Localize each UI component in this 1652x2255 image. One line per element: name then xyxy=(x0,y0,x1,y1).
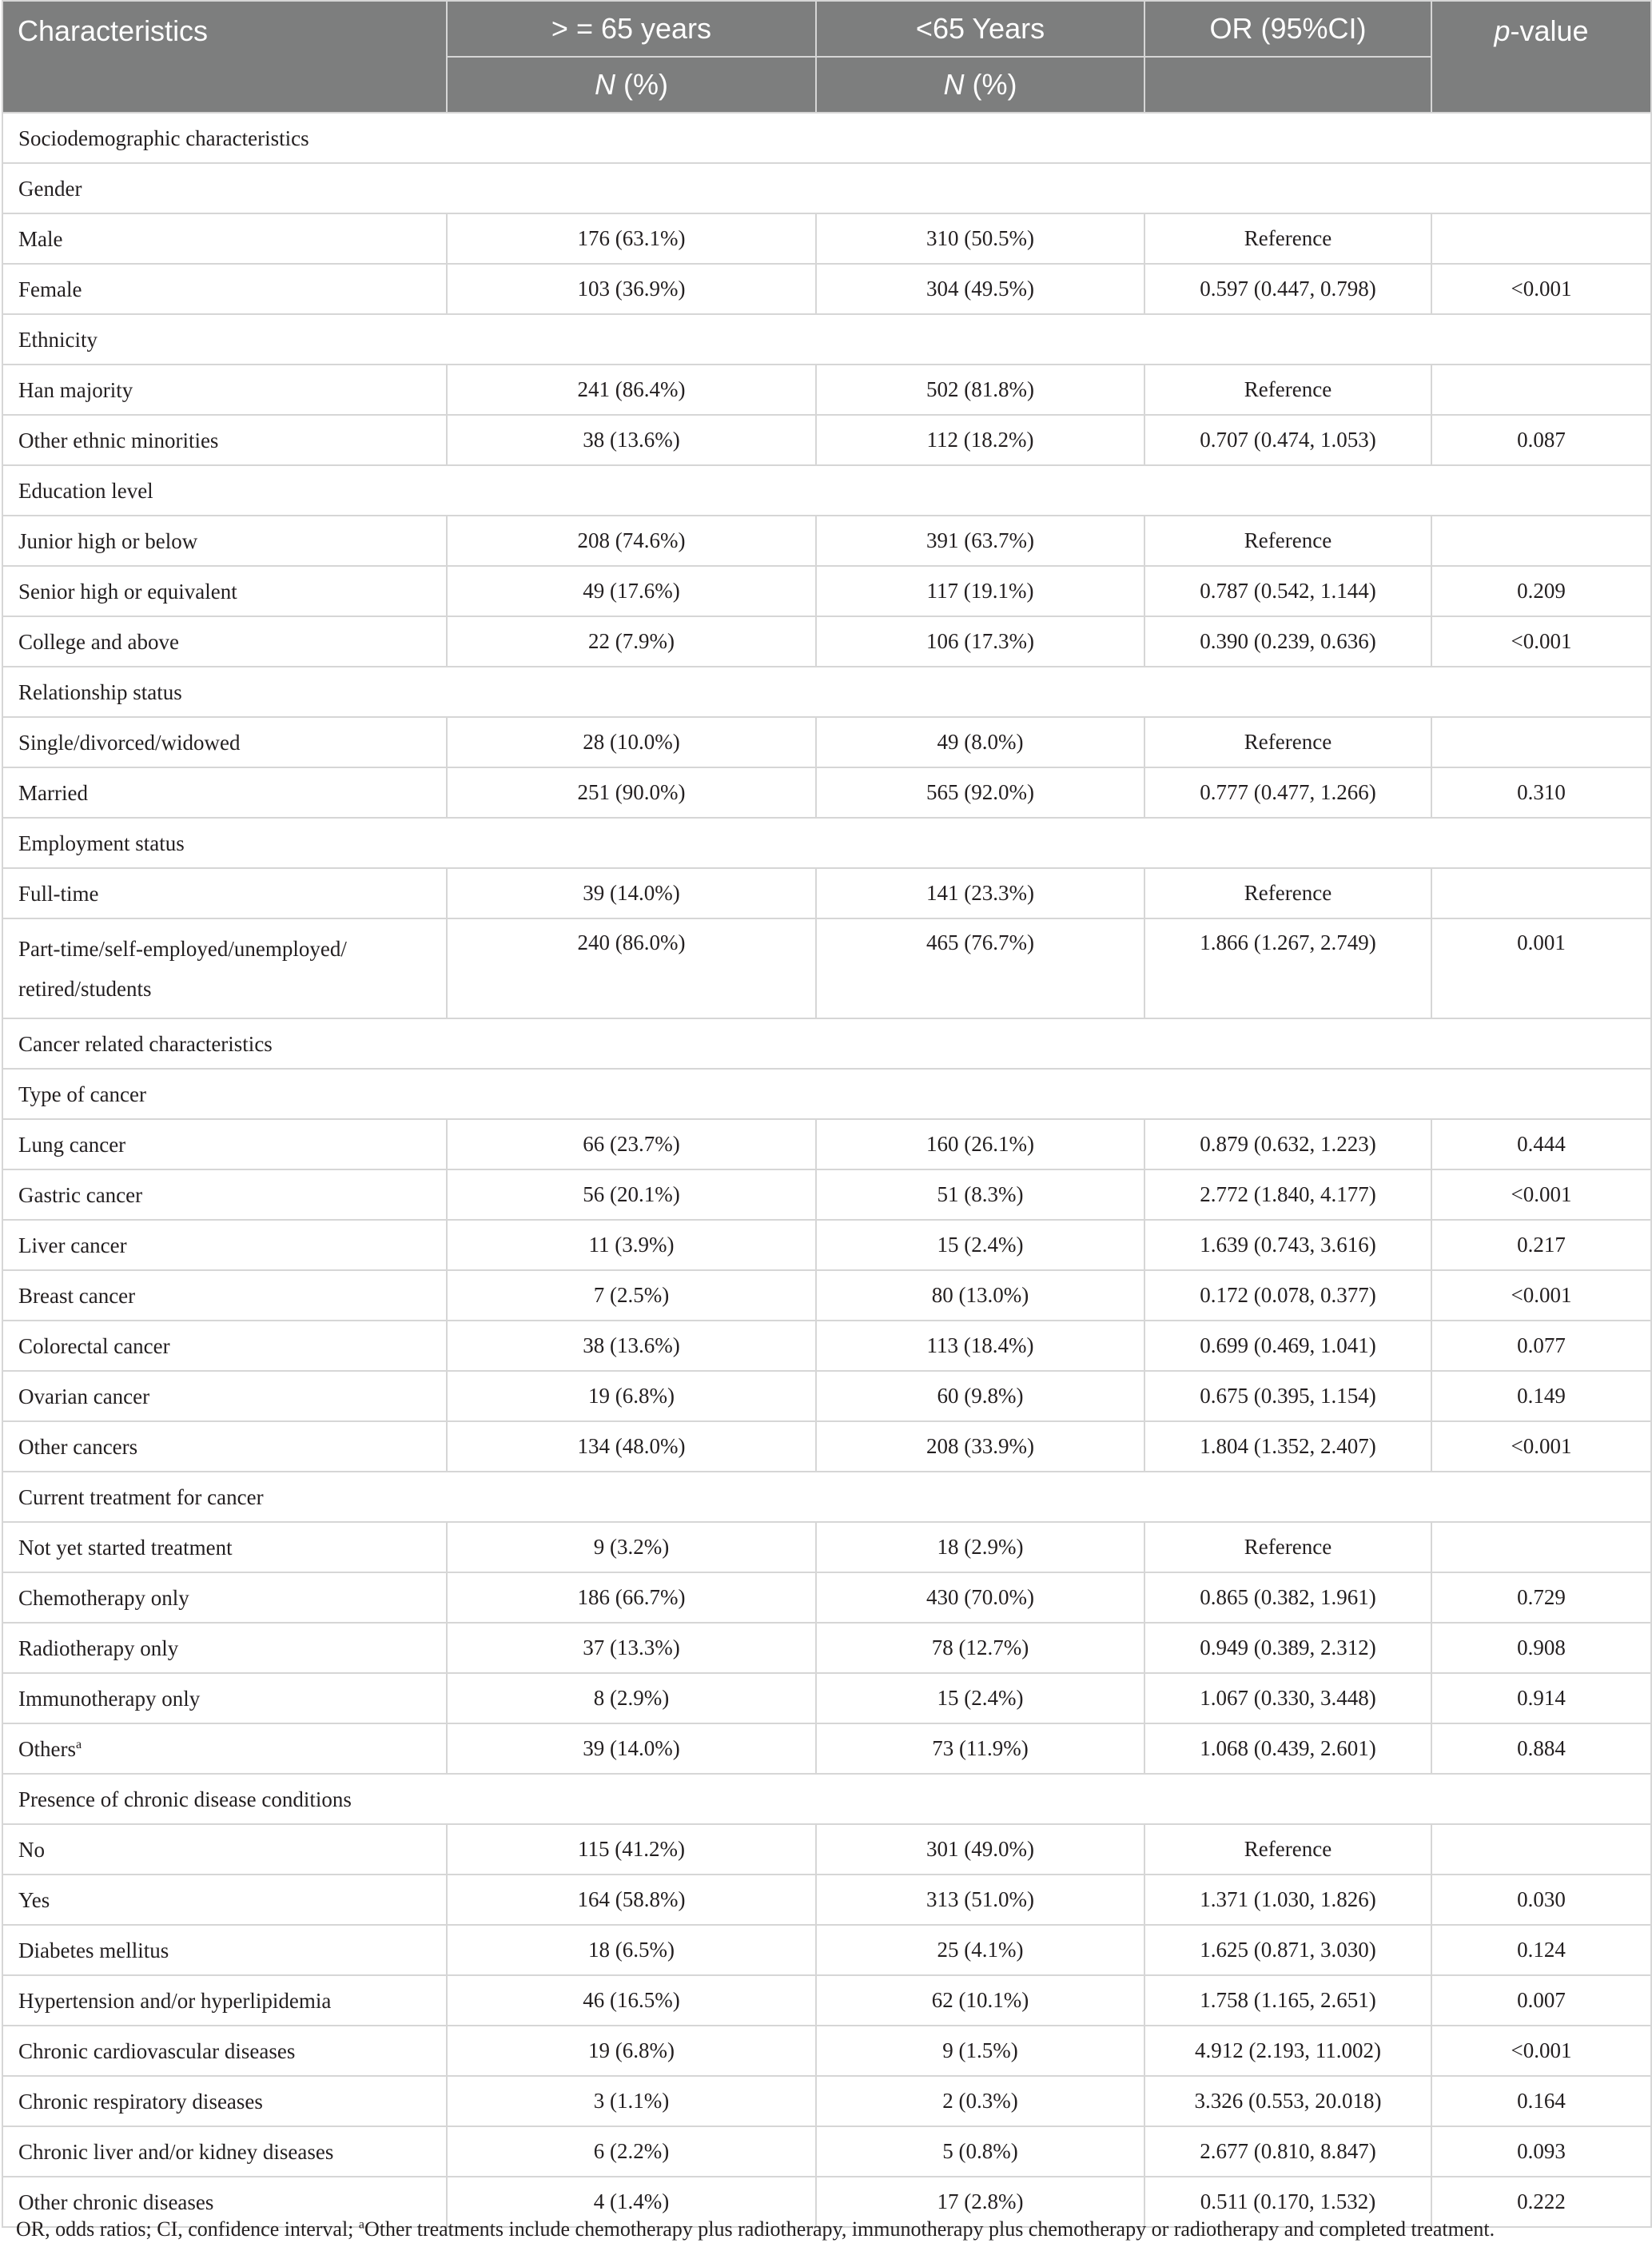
row-label xyxy=(2,868,447,918)
row-label-text: Lung cancer xyxy=(18,1132,126,1157)
cell-age-under-65: 113 (18.4%) xyxy=(816,1321,1144,1371)
cell-age-65-plus: 134 (48.0%) xyxy=(447,1421,816,1472)
cell-age-under-65: 18 (2.9%) xyxy=(816,1522,1144,1572)
table-header xyxy=(2,1,1651,113)
cell-age-65-plus: 241 (86.4%) xyxy=(447,365,816,415)
section-label: Education level xyxy=(2,465,1651,516)
header-odds-ratio xyxy=(1144,1,1431,57)
cell-odds-ratio: 1.625 (0.871, 3.030) xyxy=(1144,1925,1431,1975)
row-label-text: Radiotherapy only xyxy=(18,1635,179,1660)
row-label-text: Other ethnic minorities xyxy=(18,428,219,452)
cell-odds-ratio: 3.326 (0.553, 20.018) xyxy=(1144,2076,1431,2126)
cell-p-value: <0.001 xyxy=(1431,2026,1651,2076)
cell-age-under-65: 73 (11.9%) xyxy=(816,1723,1144,1774)
cell-age-65-plus: 56 (20.1%) xyxy=(447,1169,816,1220)
table-row xyxy=(2,1421,1651,1472)
row-label xyxy=(2,1522,447,1572)
table-row xyxy=(2,1522,1651,1572)
cell-p-value: <0.001 xyxy=(1431,1270,1651,1321)
subheader-n-young: N xyxy=(943,68,965,101)
cell-odds-ratio: Reference xyxy=(1144,516,1431,566)
row-label xyxy=(2,2026,447,2076)
row-label-text: College and above xyxy=(18,629,179,654)
table-footnote xyxy=(16,2217,1495,2241)
header-p-value-italic: p xyxy=(1494,14,1511,47)
cell-odds-ratio: 0.787 (0.542, 1.144) xyxy=(1144,566,1431,616)
cell-age-under-65: 430 (70.0%) xyxy=(816,1572,1144,1623)
row-label xyxy=(2,1421,447,1472)
row-label xyxy=(2,767,447,818)
row-label-text: Senior high or equivalent xyxy=(18,579,237,604)
cell-p-value: 0.124 xyxy=(1431,1925,1651,1975)
cell-age-65-plus: 39 (14.0%) xyxy=(447,1723,816,1774)
cell-age-65-plus: 103 (36.9%) xyxy=(447,264,816,314)
cell-age-under-65: 15 (2.4%) xyxy=(816,1220,1144,1270)
table-row xyxy=(2,1673,1651,1723)
cell-p-value xyxy=(1431,1824,1651,1875)
table-row xyxy=(2,365,1651,415)
cell-odds-ratio: 1.804 (1.352, 2.407) xyxy=(1144,1421,1431,1472)
row-label xyxy=(2,717,447,767)
table-row xyxy=(2,2126,1651,2177)
table-row xyxy=(2,1975,1651,2026)
row-label xyxy=(2,566,447,616)
table-row xyxy=(2,1824,1651,1875)
section-label: Ethnicity xyxy=(2,314,1651,365)
cell-age-65-plus: 251 (90.0%) xyxy=(447,767,816,818)
cell-odds-ratio: 0.597 (0.447, 0.798) xyxy=(1144,264,1431,314)
table-row xyxy=(2,1723,1651,1774)
subheader-pct-old: (%) xyxy=(615,68,668,101)
cell-odds-ratio: 1.371 (1.030, 1.826) xyxy=(1144,1875,1431,1925)
table-row xyxy=(2,1572,1651,1623)
cell-odds-ratio: 0.777 (0.477, 1.266) xyxy=(1144,767,1431,818)
row-label xyxy=(2,616,447,667)
cell-age-under-65: 51 (8.3%) xyxy=(816,1169,1144,1220)
section-label: Presence of chronic disease conditions xyxy=(2,1774,1651,1824)
row-label xyxy=(2,1371,447,1421)
row-label xyxy=(2,365,447,415)
header-age-65-plus xyxy=(447,1,816,57)
header-characteristics-label: Characteristics xyxy=(18,14,209,47)
table-row xyxy=(2,918,1651,1018)
row-label-text: Breast cancer xyxy=(18,1283,136,1308)
cell-age-under-65: 117 (19.1%) xyxy=(816,566,1144,616)
row-label-text: Male xyxy=(18,226,63,251)
table-row xyxy=(2,1270,1651,1321)
row-label-text: Other chronic diseases xyxy=(18,2189,214,2214)
cell-odds-ratio: 2.677 (0.810, 8.847) xyxy=(1144,2126,1431,2177)
cell-age-under-65: 5 (0.8%) xyxy=(816,2126,1144,2177)
cell-odds-ratio: 1.866 (1.267, 2.749) xyxy=(1144,918,1431,1018)
row-label-text: Chronic liver and/or kidney diseases xyxy=(18,2139,334,2164)
cell-odds-ratio: 1.067 (0.330, 3.448) xyxy=(1144,1673,1431,1723)
cell-age-under-65: 62 (10.1%) xyxy=(816,1975,1144,2026)
cell-odds-ratio: Reference xyxy=(1144,213,1431,264)
cell-age-65-plus: 11 (3.9%) xyxy=(447,1220,816,1270)
cell-age-65-plus: 186 (66.7%) xyxy=(447,1572,816,1623)
section-label: Relationship status xyxy=(2,667,1651,717)
header-age-under-65-label: <65 Years xyxy=(915,12,1045,45)
cell-age-under-65: 112 (18.2%) xyxy=(816,415,1144,465)
cell-age-under-65: 106 (17.3%) xyxy=(816,616,1144,667)
cell-p-value: <0.001 xyxy=(1431,616,1651,667)
cell-age-65-plus: 115 (41.2%) xyxy=(447,1824,816,1875)
row-label xyxy=(2,213,447,264)
cell-age-65-plus: 66 (23.7%) xyxy=(447,1119,816,1169)
section-row xyxy=(2,1018,1651,1069)
row-label-text: Liver cancer xyxy=(18,1233,127,1257)
row-label xyxy=(2,2126,447,2177)
table-row xyxy=(2,1119,1651,1169)
table-row xyxy=(2,1875,1651,1925)
table-body xyxy=(2,113,1651,2227)
cell-odds-ratio: Reference xyxy=(1144,1522,1431,1572)
row-label-text: Others xyxy=(18,1736,76,1761)
table-row xyxy=(2,2076,1651,2126)
row-label-text: Immunotherapy only xyxy=(18,1686,201,1711)
cell-age-65-plus: 39 (14.0%) xyxy=(447,868,816,918)
cell-odds-ratio: 0.879 (0.632, 1.223) xyxy=(1144,1119,1431,1169)
table-row xyxy=(2,2026,1651,2076)
row-label xyxy=(2,1875,447,1925)
row-label xyxy=(2,1975,447,2026)
cell-age-65-plus: 240 (86.0%) xyxy=(447,918,816,1018)
row-label-text: Female xyxy=(18,277,82,301)
footnote-text-after: Other treatments include chemotherapy plus radiotherapy, immunotherapy plus chemotherapy or radiotherapy and completed treatment. xyxy=(364,2217,1495,2241)
table-row xyxy=(2,516,1651,566)
header-p-value xyxy=(1431,1,1651,113)
cell-odds-ratio: 0.699 (0.469, 1.041) xyxy=(1144,1321,1431,1371)
cell-age-under-65: 25 (4.1%) xyxy=(816,1925,1144,1975)
section-row xyxy=(2,818,1651,868)
cell-age-under-65: 60 (9.8%) xyxy=(816,1371,1144,1421)
cell-age-65-plus: 49 (17.6%) xyxy=(447,566,816,616)
section-row xyxy=(2,465,1651,516)
section-label: Current treatment for cancer xyxy=(2,1472,1651,1522)
cell-age-under-65: 9 (1.5%) xyxy=(816,2026,1144,2076)
cell-p-value: 0.164 xyxy=(1431,2076,1651,2126)
cell-p-value: 0.444 xyxy=(1431,1119,1651,1169)
cell-p-value: 0.030 xyxy=(1431,1875,1651,1925)
cell-p-value: <0.001 xyxy=(1431,1169,1651,1220)
row-label-text: Han majority xyxy=(18,377,133,402)
row-label xyxy=(2,1270,447,1321)
table-row xyxy=(2,1220,1651,1270)
cell-age-under-65: 208 (33.9%) xyxy=(816,1421,1144,1472)
subheader-n-pct-old xyxy=(447,57,816,113)
table-row xyxy=(2,1169,1651,1220)
header-age-65-plus-label: > = 65 years xyxy=(551,12,712,45)
cell-odds-ratio: Reference xyxy=(1144,868,1431,918)
row-label-text: Full-time xyxy=(18,881,99,906)
section-row xyxy=(2,667,1651,717)
cell-p-value xyxy=(1431,717,1651,767)
cell-odds-ratio: 4.912 (2.193, 11.002) xyxy=(1144,2026,1431,2076)
cell-age-65-plus: 19 (6.8%) xyxy=(447,2026,816,2076)
cell-p-value: 0.729 xyxy=(1431,1572,1651,1623)
row-label xyxy=(2,918,447,1018)
cell-age-65-plus: 22 (7.9%) xyxy=(447,616,816,667)
cell-p-value: 0.209 xyxy=(1431,566,1651,616)
row-label xyxy=(2,1673,447,1723)
cell-age-under-65: 310 (50.5%) xyxy=(816,213,1144,264)
table-row xyxy=(2,767,1651,818)
cell-age-65-plus: 164 (58.8%) xyxy=(447,1875,816,1925)
row-label-text: Other cancers xyxy=(18,1434,138,1459)
cell-p-value: 0.093 xyxy=(1431,2126,1651,2177)
section-row xyxy=(2,1069,1651,1119)
cell-p-value: 0.914 xyxy=(1431,1673,1651,1723)
row-label-superscript: a xyxy=(75,1737,82,1751)
header-characteristics xyxy=(2,1,447,113)
cell-age-65-plus: 208 (74.6%) xyxy=(447,516,816,566)
row-label-text: Single/divorced/widowed xyxy=(18,730,241,755)
header-age-under-65 xyxy=(816,1,1144,57)
row-label xyxy=(2,1623,447,1673)
characteristics-table xyxy=(2,0,1652,2228)
row-label-text: Junior high or below xyxy=(18,528,198,553)
row-label xyxy=(2,2076,447,2126)
cell-age-under-65: 301 (49.0%) xyxy=(816,1824,1144,1875)
table-row xyxy=(2,616,1651,667)
cell-odds-ratio: 1.068 (0.439, 2.601) xyxy=(1144,1723,1431,1774)
row-label xyxy=(2,1119,447,1169)
subheader-or-blank xyxy=(1144,57,1431,113)
row-label-text: Married xyxy=(18,780,88,805)
header-p-value-rest: -value xyxy=(1510,14,1589,47)
cell-age-under-65: 80 (13.0%) xyxy=(816,1270,1144,1321)
cell-age-under-65: 141 (23.3%) xyxy=(816,868,1144,918)
cell-age-under-65: 565 (92.0%) xyxy=(816,767,1144,818)
cell-age-65-plus: 9 (3.2%) xyxy=(447,1522,816,1572)
cell-odds-ratio: 1.639 (0.743, 3.616) xyxy=(1144,1220,1431,1270)
table-row xyxy=(2,1623,1651,1673)
row-label-text: Hypertension and/or hyperlipidemia xyxy=(18,1988,332,2013)
row-label xyxy=(2,1572,447,1623)
cell-odds-ratio: Reference xyxy=(1144,365,1431,415)
subheader-n-old: N xyxy=(595,68,615,101)
cell-age-65-plus: 38 (13.6%) xyxy=(447,415,816,465)
row-label-text: Yes xyxy=(18,1887,50,1912)
cell-odds-ratio: 0.865 (0.382, 1.961) xyxy=(1144,1572,1431,1623)
table-row xyxy=(2,868,1651,918)
cell-p-value xyxy=(1431,365,1651,415)
cell-odds-ratio: 0.511 (0.170, 1.532) xyxy=(1144,2177,1431,2227)
cell-age-under-65: 304 (49.5%) xyxy=(816,264,1144,314)
row-label-text: No xyxy=(18,1837,45,1862)
cell-p-value: 0.884 xyxy=(1431,1723,1651,1774)
subheader-n-pct-young xyxy=(816,57,1144,113)
footnote-text-before: OR, odds ratios; CI, confidence interval; xyxy=(16,2217,359,2241)
row-label-text-line2: retired/students xyxy=(18,976,152,1001)
cell-odds-ratio: Reference xyxy=(1144,717,1431,767)
row-label-text: Ovarian cancer xyxy=(18,1384,150,1408)
row-label xyxy=(2,1723,447,1774)
cell-age-65-plus: 3 (1.1%) xyxy=(447,2076,816,2126)
cell-age-under-65: 160 (26.1%) xyxy=(816,1119,1144,1169)
table-row xyxy=(2,566,1651,616)
cell-age-under-65: 49 (8.0%) xyxy=(816,717,1144,767)
cell-age-65-plus: 8 (2.9%) xyxy=(447,1673,816,1723)
row-label xyxy=(2,415,447,465)
cell-age-under-65: 465 (76.7%) xyxy=(816,918,1144,1018)
cell-age-65-plus: 28 (10.0%) xyxy=(447,717,816,767)
section-row xyxy=(2,113,1651,163)
row-label-text: Not yet started treatment xyxy=(18,1535,233,1560)
cell-odds-ratio: 0.949 (0.389, 2.312) xyxy=(1144,1623,1431,1673)
row-label xyxy=(2,1925,447,1975)
cell-p-value: 0.908 xyxy=(1431,1623,1651,1673)
section-row xyxy=(2,1472,1651,1522)
cell-p-value: 0.001 xyxy=(1431,918,1651,1018)
cell-p-value xyxy=(1431,868,1651,918)
cell-odds-ratio: 0.675 (0.395, 1.154) xyxy=(1144,1371,1431,1421)
cell-p-value: 0.222 xyxy=(1431,2177,1651,2227)
cell-odds-ratio: 0.172 (0.078, 0.377) xyxy=(1144,1270,1431,1321)
cell-p-value: 0.077 xyxy=(1431,1321,1651,1371)
row-label xyxy=(2,1220,447,1270)
cell-p-value: 0.087 xyxy=(1431,415,1651,465)
section-label: Employment status xyxy=(2,818,1651,868)
section-row xyxy=(2,314,1651,365)
cell-age-65-plus: 18 (6.5%) xyxy=(447,1925,816,1975)
cell-age-under-65: 391 (63.7%) xyxy=(816,516,1144,566)
table-row xyxy=(2,717,1651,767)
cell-age-65-plus: 46 (16.5%) xyxy=(447,1975,816,2026)
cell-age-65-plus: 176 (63.1%) xyxy=(447,213,816,264)
cell-age-65-plus: 37 (13.3%) xyxy=(447,1623,816,1673)
section-row xyxy=(2,1774,1651,1824)
cell-odds-ratio: 0.707 (0.474, 1.053) xyxy=(1144,415,1431,465)
table-row xyxy=(2,1925,1651,1975)
row-label-text: Colorectal cancer xyxy=(18,1333,170,1358)
row-label-text: Chronic respiratory diseases xyxy=(18,2089,263,2114)
cell-age-65-plus: 4 (1.4%) xyxy=(447,2177,816,2227)
table-row xyxy=(2,1321,1651,1371)
section-label: Sociodemographic characteristics xyxy=(2,113,1651,163)
row-label xyxy=(2,1824,447,1875)
cell-p-value: <0.001 xyxy=(1431,264,1651,314)
cell-odds-ratio: 2.772 (1.840, 4.177) xyxy=(1144,1169,1431,1220)
row-label-text: Gastric cancer xyxy=(18,1182,143,1207)
cell-p-value: 0.217 xyxy=(1431,1220,1651,1270)
cell-p-value xyxy=(1431,516,1651,566)
cell-p-value: 0.149 xyxy=(1431,1371,1651,1421)
section-row xyxy=(2,163,1651,213)
cell-age-under-65: 2 (0.3%) xyxy=(816,2076,1144,2126)
cell-age-65-plus: 38 (13.6%) xyxy=(447,1321,816,1371)
cell-odds-ratio: 1.758 (1.165, 2.651) xyxy=(1144,1975,1431,2026)
header-odds-ratio-label: OR (95%CI) xyxy=(1209,12,1367,45)
row-label xyxy=(2,1169,447,1220)
cell-age-under-65: 502 (81.8%) xyxy=(816,365,1144,415)
row-label xyxy=(2,264,447,314)
cell-age-under-65: 17 (2.8%) xyxy=(816,2177,1144,2227)
cell-p-value: 0.007 xyxy=(1431,1975,1651,2026)
cell-age-under-65: 313 (51.0%) xyxy=(816,1875,1144,1925)
section-label: Gender xyxy=(2,163,1651,213)
cell-p-value xyxy=(1431,1522,1651,1572)
cell-odds-ratio: Reference xyxy=(1144,1824,1431,1875)
table-row xyxy=(2,264,1651,314)
cell-p-value: 0.310 xyxy=(1431,767,1651,818)
cell-p-value: <0.001 xyxy=(1431,1421,1651,1472)
row-label xyxy=(2,516,447,566)
cell-age-65-plus: 19 (6.8%) xyxy=(447,1371,816,1421)
table-row xyxy=(2,213,1651,264)
subheader-pct-young: (%) xyxy=(964,68,1017,101)
cell-odds-ratio: 0.390 (0.239, 0.636) xyxy=(1144,616,1431,667)
cell-age-under-65: 15 (2.4%) xyxy=(816,1673,1144,1723)
cell-age-65-plus: 6 (2.2%) xyxy=(447,2126,816,2177)
cell-age-65-plus: 7 (2.5%) xyxy=(447,1270,816,1321)
section-label: Type of cancer xyxy=(2,1069,1651,1119)
footnote-superscript: a xyxy=(358,2217,365,2232)
cell-p-value xyxy=(1431,213,1651,264)
table-row xyxy=(2,415,1651,465)
section-label: Cancer related characteristics xyxy=(2,1018,1651,1069)
cell-age-under-65: 78 (12.7%) xyxy=(816,1623,1144,1673)
row-label-text: Chemotherapy only xyxy=(18,1585,189,1610)
row-label xyxy=(2,1321,447,1371)
row-label-text: Chronic cardiovascular diseases xyxy=(18,2038,296,2063)
row-label-text: Part-time/self-employed/unemployed/ xyxy=(18,936,347,961)
row-label-text: Diabetes mellitus xyxy=(18,1938,169,1962)
table-row xyxy=(2,1371,1651,1421)
